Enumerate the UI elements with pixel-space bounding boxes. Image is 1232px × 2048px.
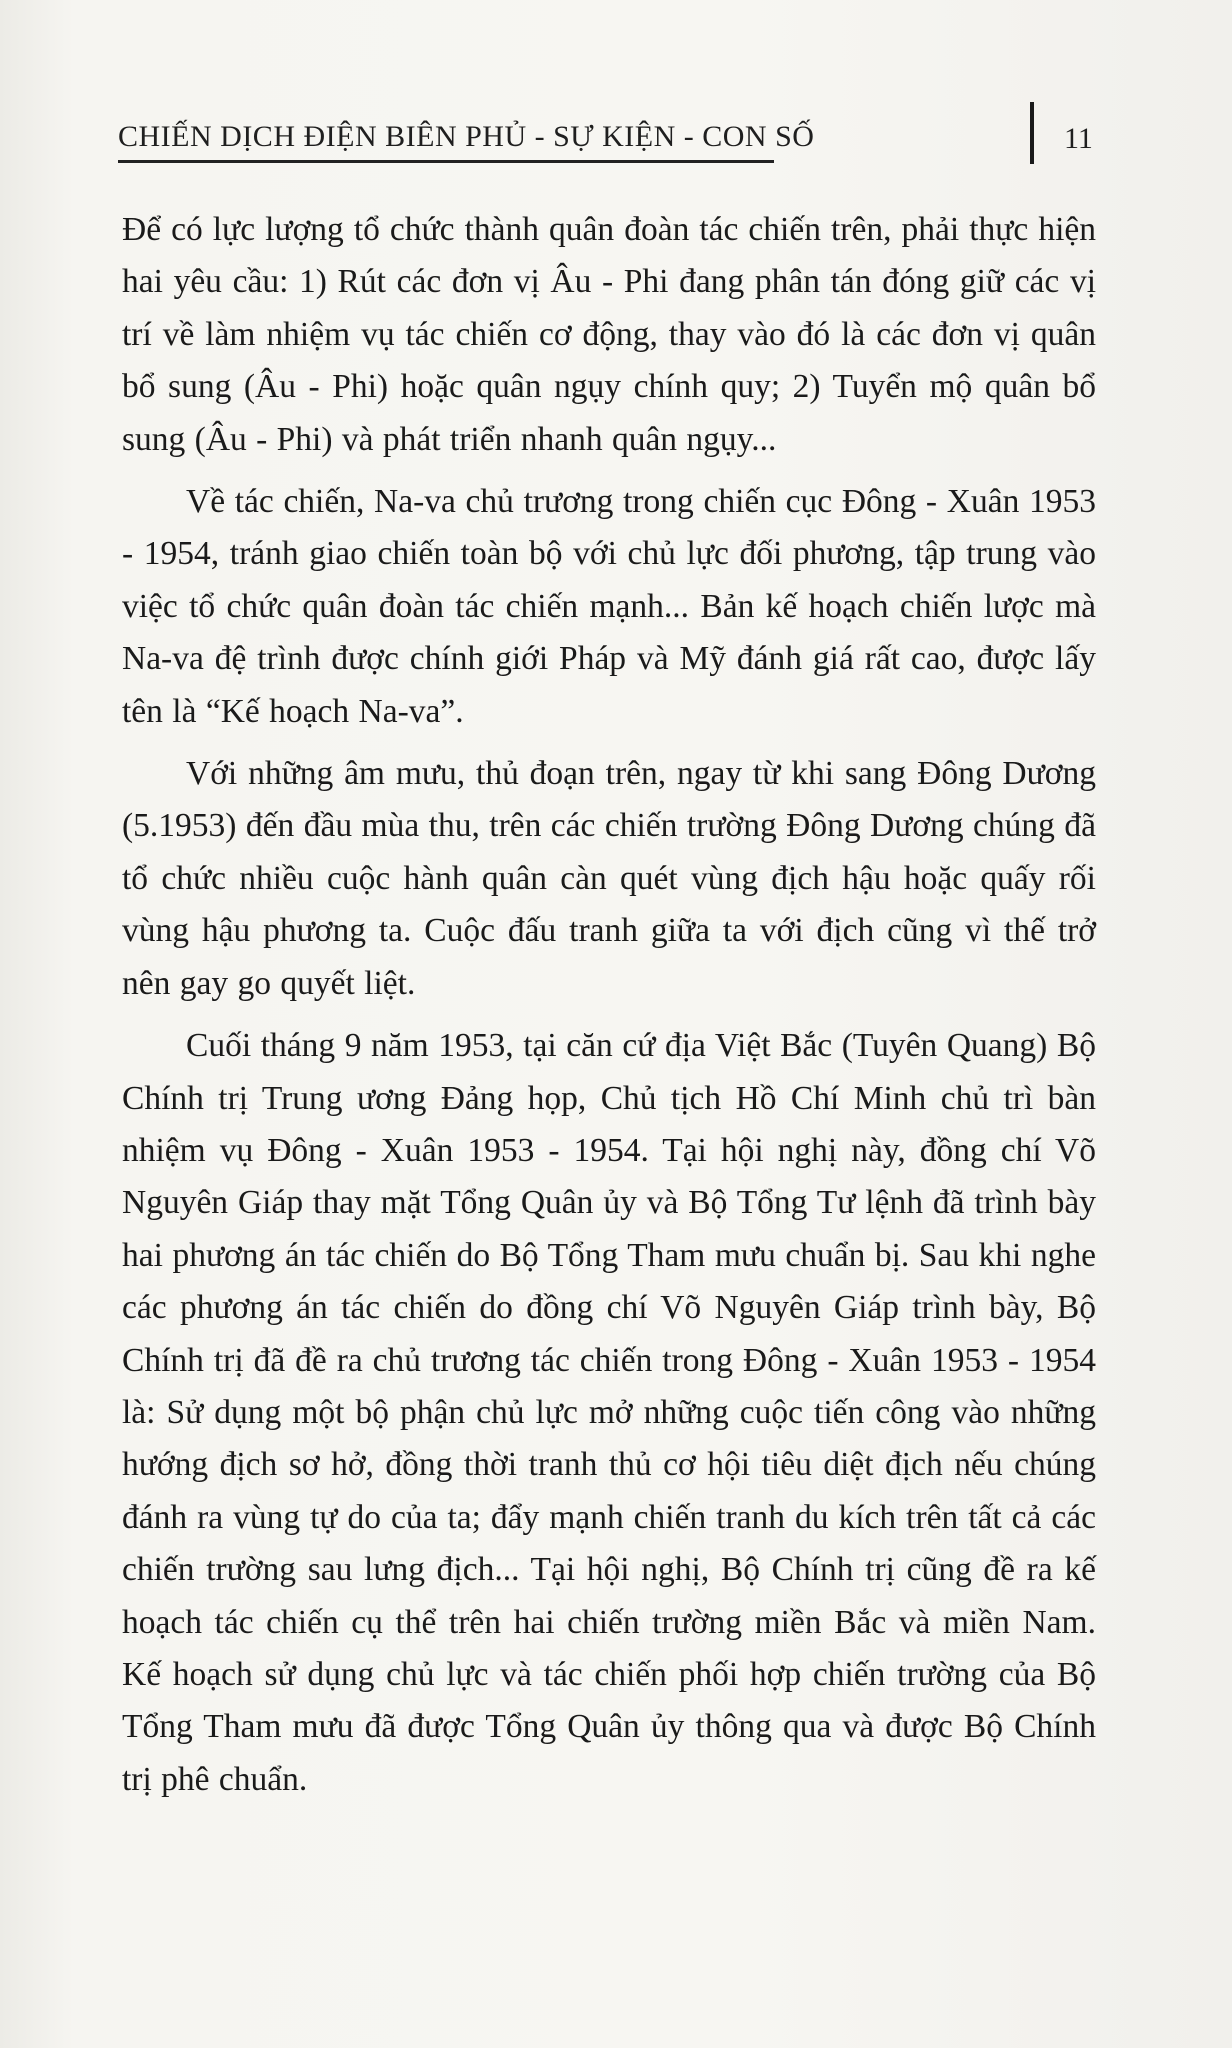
header-vertical-divider bbox=[1030, 102, 1034, 164]
paragraph-3: Với những âm mưu, thủ đoạn trên, ngay từ khi sang Đông Dương (5.1953) đến đầu mùa thu, trên các chiến trường Đông Dương chúng đã tổ chức nhiều cuộc hành quân càn quét vùng địch hậu hoặc quấy rối vùng hậu phương ta. Cuộc đấu tranh giữa ta với địch cũng vì thế trở nên gay go quyết liệt. bbox=[122, 755, 1096, 1002]
running-head-title: CHIẾN DỊCH ĐIỆN BIÊN PHỦ - SỰ KIỆN - CON SỐ bbox=[118, 120, 815, 153]
paragraph-4: Cuối tháng 9 năm 1953, tại căn cứ địa Việt Bắc (Tuyên Quang) Bộ Chính trị Trung ương Đảng họp, Chủ tịch Hồ Chí Minh chủ trì bàn nhiệm vụ Đông - Xuân 1953 - 1954. Tại hội nghị này, đồng chí Võ Nguyên Giáp thay mặt Tổng Quân ủy và Bộ Tổng Tư lệnh đã trình bày hai phương án tác chiến do Bộ Tổng Tham mưu chuẩn bị. Sau khi nghe các phương án tác chiến do đồng chí Võ Nguyên Giáp trình bày, Bộ Chính trị đã đề ra chủ trương tác chiến trong Đông - Xuân 1953 - 1954 là: Sử dụng một bộ phận chủ lực mở những cuộc tiến công vào những hướng địch sơ hở, đồng thời tranh thủ cơ hội tiêu diệt địch nếu chúng đánh ra vùng tự do của ta; đẩy mạnh chiến tranh du kích trên tất cả các chiến trường sau lưng địch... Tại hội nghị, Bộ Chính trị cũng đề ra kế hoạch tác chiến cụ thể trên hai chiến trường miền Bắc và miền Nam. Kế hoạch sử dụng chủ lực và tác chiến phối hợp chiến trường của Bộ Tổng Tham mưu đã được Tổng Quân ủy thông qua và được Bộ Chính trị phê chuẩn. bbox=[122, 1027, 1096, 1798]
body-text bbox=[122, 204, 1096, 1816]
paragraph-2: Về tác chiến, Na-va chủ trương trong chiến cục Đông - Xuân 1953 - 1954, tránh giao chiến toàn bộ với chủ lực đối phương, tập trung vào việc tổ chức quân đoàn tác chiến mạnh... Bản kế hoạch chiến lược mà Na-va đệ trình được chính giới Pháp và Mỹ đánh giá rất cao, được lấy tên là “Kế hoạch Na-va”. bbox=[122, 483, 1096, 730]
page-number: 11 bbox=[1064, 122, 1093, 155]
page-header bbox=[118, 112, 1118, 172]
running-head-underline bbox=[118, 160, 774, 163]
paragraph-1: Để có lực lượng tổ chức thành quân đoàn tác chiến trên, phải thực hiện hai yêu cầu: 1) Rút các đơn vị Âu - Phi đang phân tán đóng giữ các vị trí về làm nhiệm vụ tác chiến cơ động, thay vào đó là các đơn vị quân bổ sung (Âu - Phi) hoặc quân ngụy chính quy; 2) Tuyển mộ quân bổ sung (Âu - Phi) và phát triển nhanh quân ngụy... bbox=[122, 211, 1096, 458]
